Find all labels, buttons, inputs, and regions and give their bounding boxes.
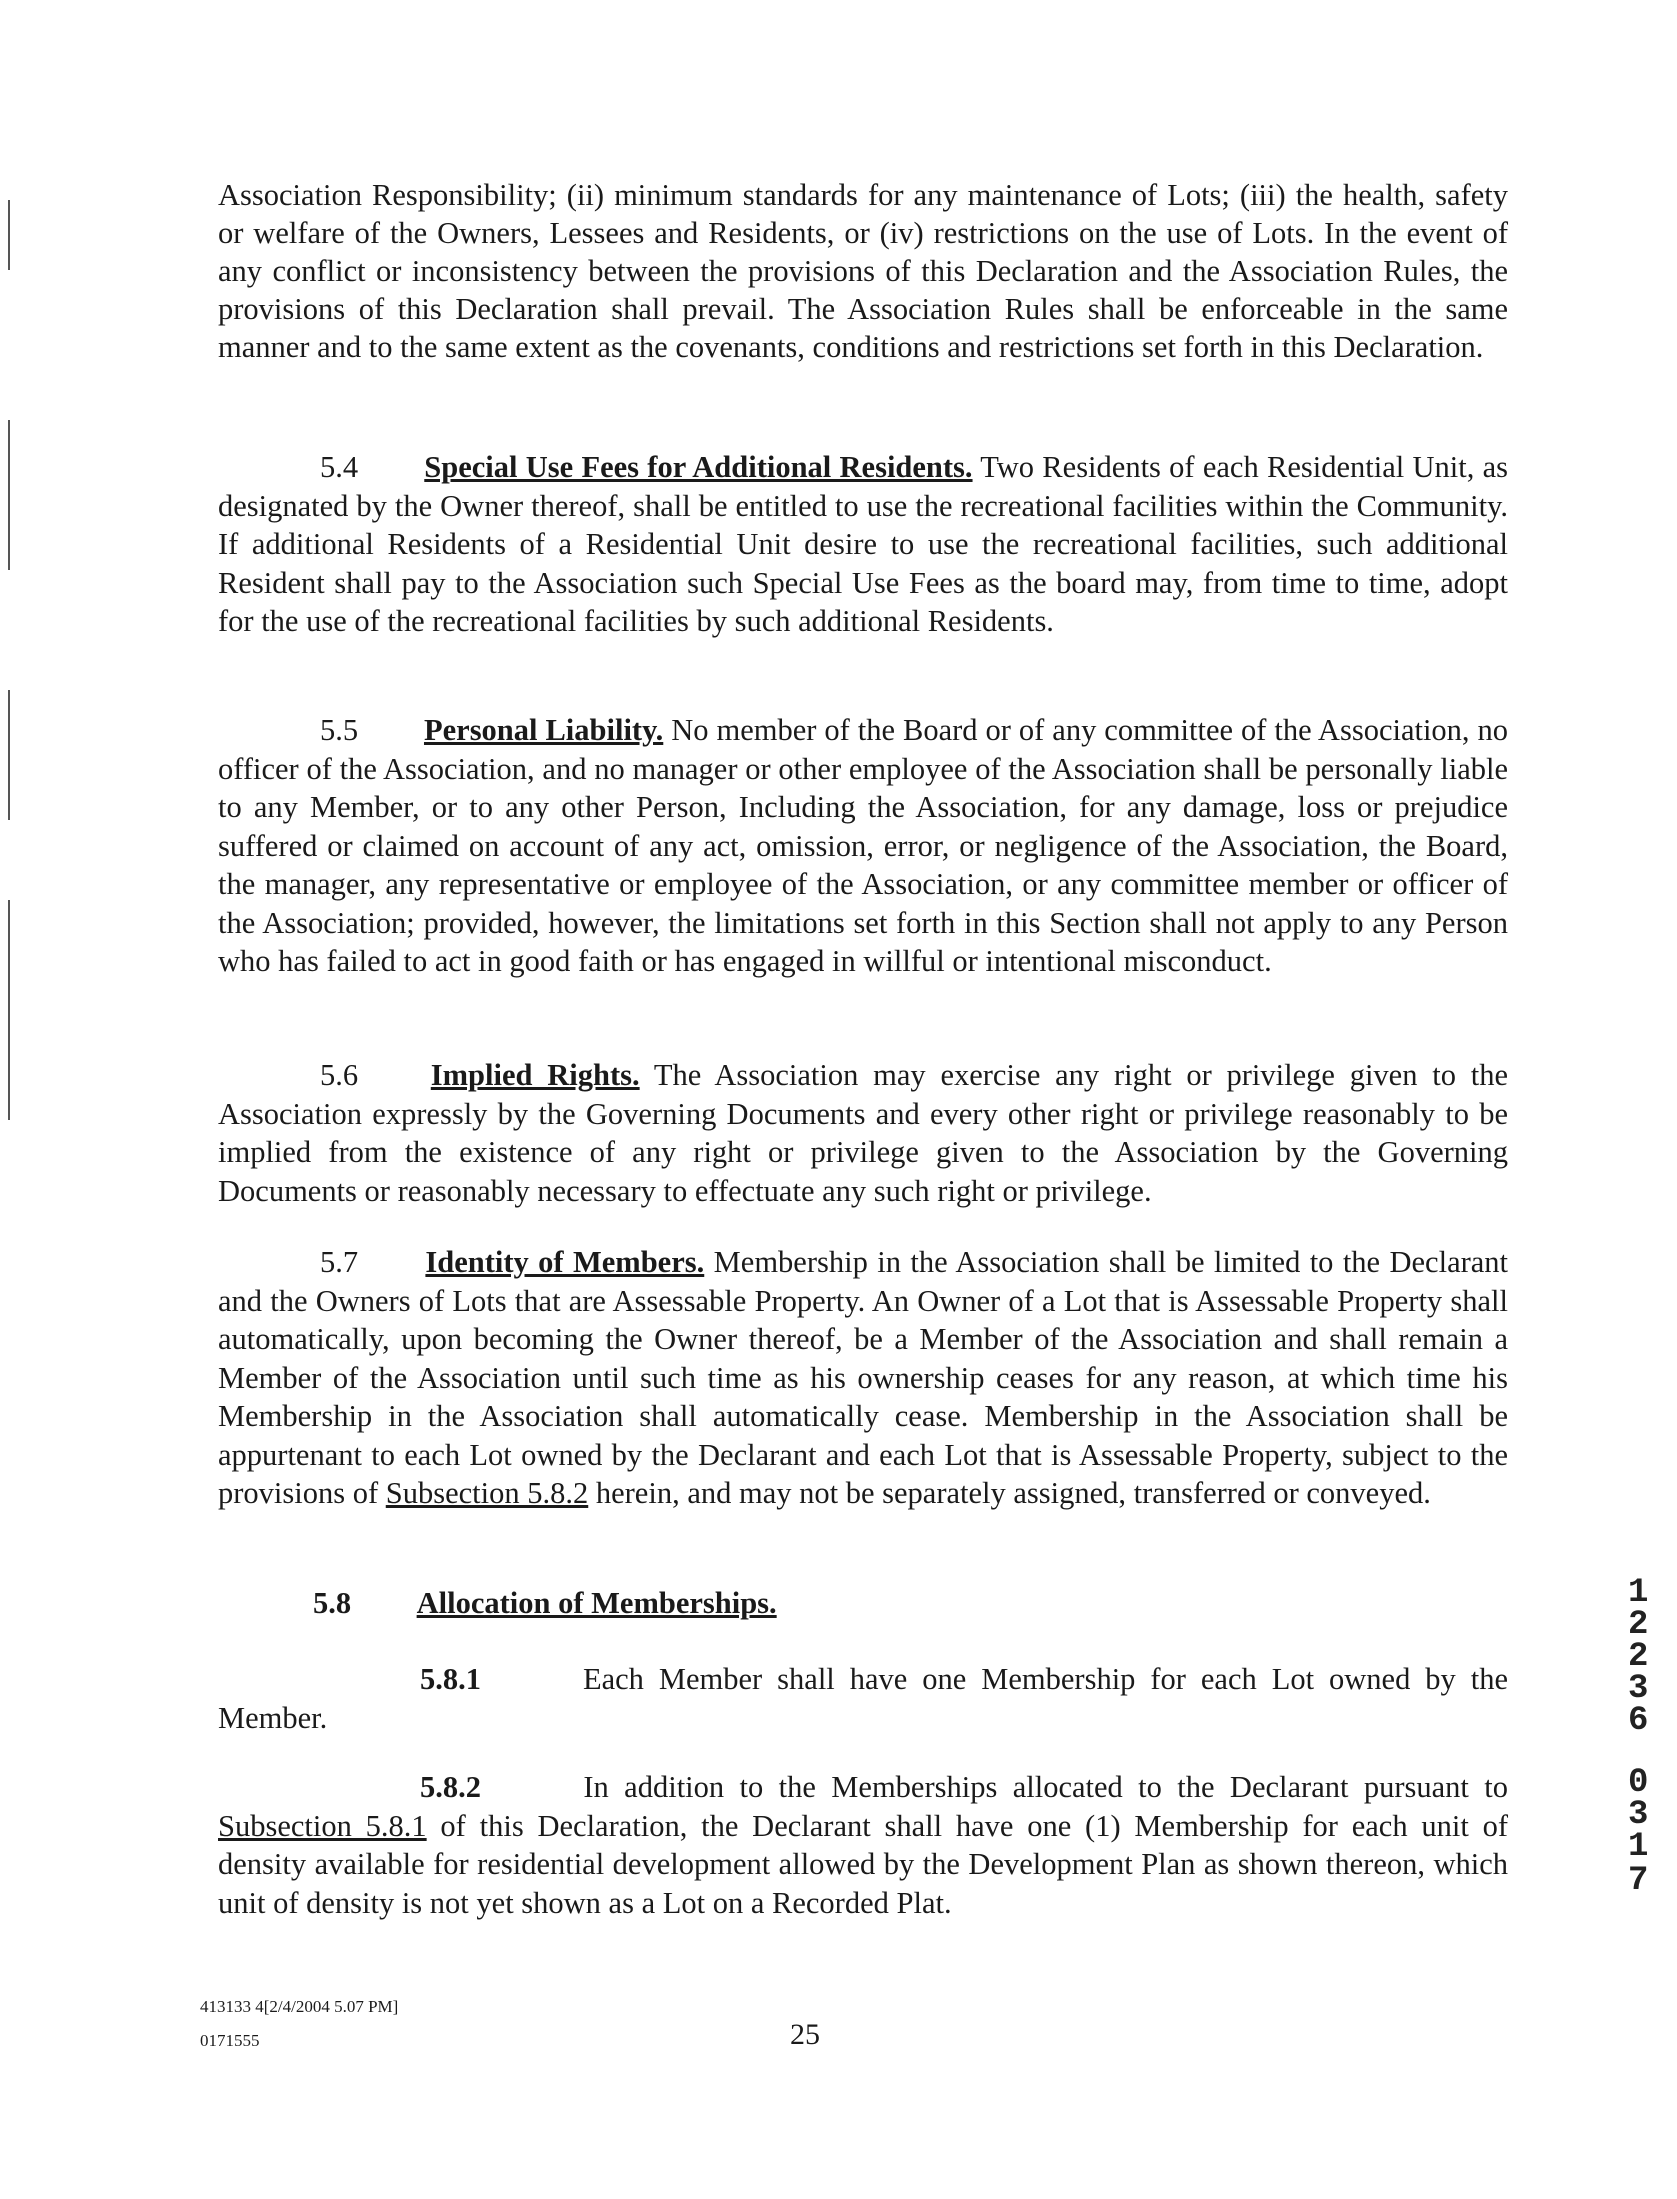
subsection-5-8-1	[218, 1660, 1508, 1737]
page-number: 25	[790, 2018, 820, 2051]
section-number: 5.4	[320, 450, 359, 484]
subsection-number: 5.8.1	[420, 1662, 481, 1696]
recording-digit: 2	[1628, 1638, 1649, 1676]
subsection-5-8-2	[218, 1768, 1508, 1922]
footer-line-1: 413133 4[2/4/2004 5.07 PM]	[200, 1997, 399, 2016]
section-5-8	[218, 1584, 1508, 1623]
recording-digit: 2	[1628, 1606, 1649, 1644]
section-number: 5.8	[313, 1586, 352, 1620]
subsection-body: In addition to the Memberships allocated to the Declarant pursuant to	[583, 1770, 1508, 1804]
scan-margin-mark	[8, 690, 10, 820]
cross-reference: Subsection 5.8.1	[218, 1808, 427, 1843]
section-5-4	[218, 448, 1508, 641]
subsection-number: 5.8.2	[420, 1770, 481, 1804]
section-number: 5.5	[320, 713, 359, 747]
section-heading: Identity of Members.	[425, 1245, 705, 1279]
section-5-6	[218, 1056, 1508, 1210]
section-body: The Association may exercise any right or privilege given to the Association expressly by the Governing Documents and every other right or privilege reasonably to be implied from the existence of any right or privilege given to the Association by the Governing Documents or reasonably necessary to effectuate any such right or privilege.	[218, 1058, 1509, 1208]
section-body: Two Residents of each Residential Unit, as designated by the Owner thereof, shall be entitled to use the recreational facilities within the Community. If additional Residents of a Residential Unit desire to use the recreational facilities, such additional Resident shall pay to the Association such Special Use Fees as the board may, from time to time, adopt for the use of the recreational facilities by such additional Residents.	[218, 450, 1508, 638]
subsection-body-end: of this Declaration, the Declarant shall have one (1) Membership for each unit of density available for residential development allowed by the Development Plan as shown thereon, which unit of density is not yet shown as a Lot on a Recorded Plat.	[218, 1808, 1508, 1920]
recording-digit: 3	[1628, 1796, 1649, 1834]
footer-doc-id	[200, 1995, 398, 2053]
section-body-end: herein, and may not be separately assigned, transferred or conveyed.	[588, 1476, 1431, 1510]
section-heading: Personal Liability.	[423, 713, 664, 747]
section-heading: Allocation of Memberships.	[416, 1586, 777, 1620]
scan-margin-mark	[8, 200, 10, 270]
section-5-5	[218, 711, 1508, 981]
recording-digit: 1	[1628, 1828, 1649, 1866]
section-number: 5.7	[320, 1245, 359, 1279]
intro-paragraph: Association Responsibility; (ii) minimum standards for any maintenance of Lots; (iii) the health, safety or welfare of the Owners, Lessees and Residents, or (iv) restrictions on the use of Lots. In the event of any conflict or inconsistency between the provisions of this Declaration and the Association Rules, the provisions of this Declaration shall prevail. The Association Rules shall be enforceable in the same manner and to the same extent as the covenants, conditions and restrictions set forth in this Declaration.	[218, 178, 1508, 364]
section-body: Membership in the Association shall be limited to the Declarant and the Owners of Lots that are Assessable Property. An Owner of a Lot that is Assessable Property shall automatically, upon becoming the Owner thereof, be a Member of the Association and shall remain a Member of the Association until such time as his ownership ceases for any reason, at which time his Membership in the Association shall automatically cease. Membership in the Association shall be appurtenant to each Lot owned by the Declarant and each Lot that is Assessable Property, subject to the provisions of	[218, 1245, 1509, 1510]
subsection-body: Each Member shall have one Membership for each Lot owned by the Member.	[218, 1662, 1509, 1735]
section-heading: Special Use Fees for Additional Residents.	[424, 450, 973, 484]
recording-digit: 6	[1628, 1702, 1649, 1740]
section-heading: Implied Rights.	[430, 1058, 640, 1092]
recording-digit: 3	[1628, 1670, 1649, 1708]
footer-line-2: 0171555	[200, 2031, 260, 2050]
section-5-7	[218, 1243, 1508, 1513]
scan-margin-mark	[8, 900, 10, 1120]
section-body: No member of the Board or of any committee of the Association, no officer of the Association, and no manager or other employee of the Association shall be personally liable to any Member, or to any other Person, Including the Association, for any damage, loss or prejudice suffered or claimed on account of any act, omission, error, or negligence of the Association, the Board, the manager, any representative or employee of the Association, or any committee member or officer of the Association; provided, however, the limitations set forth in this Section shall not apply to any Person who has failed to act in good faith or has engaged in willful or intentional misconduct.	[218, 713, 1509, 978]
recording-digit: 1	[1628, 1574, 1649, 1612]
recording-digit: 7	[1628, 1862, 1649, 1900]
scan-margin-mark	[8, 420, 10, 570]
section-number: 5.6	[320, 1058, 359, 1092]
recording-digit: 0	[1628, 1764, 1649, 1802]
cross-reference: Subsection 5.8.2	[385, 1476, 589, 1510]
